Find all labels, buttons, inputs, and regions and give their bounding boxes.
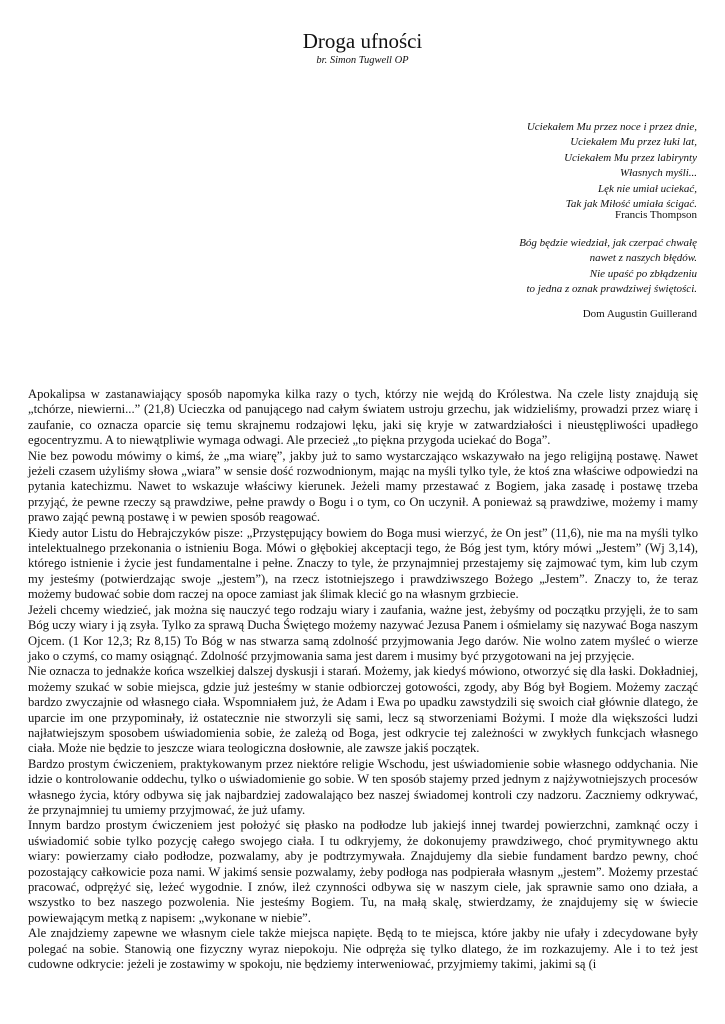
paragraph: Kiedy autor Listu do Hebrajczyków pisze: „Przystępujący bowiem do Boga musi wierzyć, że On jest” (11,6), nie ma na myśli tylko intelektualnego przekonania o istnieniu Boga. Mówi o głębokiej akceptacji tego, że Bóg jest tym, który mówi „Jestem” (Wj 3,14), którego istnienie i życie jest fundamentalne i pełne. Znaczy to tyle, że przynajmniej przestajemy się zajmować tym, kim lub czym my jesteśmy (potwierdzając swoje „jestem”), na rzecz istotniejszego i prawdziwszego Bożego „Jestem”. Znaczy to, że teraz możemy budować sobie dom raczej na opoce zamiast jak ślimak klecić go na własnym grzbiecie. (28, 525, 698, 602)
epigraph-attribution-2: Dom Augustin Guillerand (582, 308, 697, 320)
paragraph: Ale znajdziemy zapewne we własnym ciele także miejsca napięte. Będą to te miejsca, które jakby nie ufały i zdecydowane były polegać na sobie. Stanowią one fizyczny wyraz niepokoju. Nie odpręża się tylko dlatego, że im rozkazujemy. Ale i to też jest cudowne odkrycie: jeżeli je zostawimy w spokoju, nie będziemy interweniować, przyjmiemy takimi, jakimi są (i (28, 926, 698, 972)
epigraph-line: to jedna z oznak prawdziwej świętości. (526, 283, 697, 296)
epigraph-line: nawet z naszych błędów. (589, 252, 697, 265)
paragraph: Bardzo prostym ćwiczeniem, praktykowanym przez niektóre religie Wschodu, jest uświadomienie sobie własnego oddychania. Nie idzie o kontrolowanie oddechu, tylko o uświadomienie go sobie. W ten sposób stajemy przed jednym z najżywotniejszych procesów własnego życia, który odbywa się jak najbardziej zadowalająco bez naszej świadomej kontroli czy nadzoru. Zaczniemy odkrywać, że przynajmniej tu umiemy przyjmować, że już ufamy. (28, 756, 698, 817)
epigraph-poem-2 (519, 236, 697, 298)
epigraph-line: Uciekałem Mu przez łuki lat, (570, 136, 697, 149)
paragraph: Jeżeli chcemy wiedzieć, jak można się nauczyć tego rodzaju wiary i zaufania, ważne jest, żebyśmy od początku przyjęli, że to sam Bóg uczy wiary i ją zsyła. Tylko za sprawą Ducha Świętego możemy nazywać Jezusa Panem i ośmielamy się nazywać Boga naszym Ojcem. (1 Kor 12,3; Rz 8,15) To Bóg w nas stwarza samą zdolność przyjmowania Jego darów. Nie wolno zatem myśleć o wierze jako o czymś, co mamy osiągnąć. Zdolność przyjmowania sama jest darem i musimy być przygotowani na jej przyjęcie. (28, 602, 698, 663)
epigraph-line: Nie upaść po zbłądzeniu (589, 267, 697, 280)
paragraph: Nie oznacza to jednakże końca wszelkiej dalszej dyskusji i starań. Możemy, jak kiedyś mówiono, otworzyć się dla łaski. Dokładniej, możemy szukać w sobie miejsca, gdzie już jesteśmy w stanie odbiorczej gotowości, zgody, aby Bóg był Bogiem. Możemy zacząć bardzo zwyczajnie od własnego ciała. Wspomniałem już, że Adam i Ewa po upadku zawstydzili się swoich ciał głównie dlatego, że uparcie im one przypominały, iż ostatecznie nie stworzyli się sami, lecz są stworzeniami Bożymi. I może dla większości ludzi najłatwiejszym sposobem uświadomienia sobie, że zależą od Boga, jest odkrycie tej zależności w zwykłych funkcjach własnego ciała. Może nie będzie to jeszcze wiara teologiczna dosłownie, ale zawsze jakiś początek. (28, 664, 698, 756)
epigraph-attribution-1: Francis Thompson (615, 209, 697, 221)
epigraph-line: Lęk nie umiał uciekać, (598, 182, 697, 195)
paragraph: Apokalipsa w zastanawiający sposób napomyka kilka razy o tych, którzy nie wejdą do Królestwa. Na czele listy znajdują się „tchórze, niewierni...” (21,8) Ucieczka od panującego nad całym światem ustroju grzechu, jak widzieliśmy, prowadzi przez wiarę i zaufanie, co oznacza oparcie się temu skrajnemu rodzajowi lęku, jaki się kryje w zatwardziałości i nieustępliwości upadłego egocentryzmu. A to niewątpliwie wymaga odwagi. Ale przecież „to piękna przygoda uciekać do Boga”. (28, 387, 698, 448)
paragraph: Nie bez powodu mówimy o kimś, że „ma wiarę”, jakby już to samo wystarczająco wskazywało na jego religijną postawę. Nawet jeżeli czasem użyliśmy słowa „wiara” w sensie dość rozwodnionym, mając na myśli tylko tyle, że ktoś zna właściwe odpowiedzi na pytania katechizmu. Nawet to wskazuje właściwy kierunek. Jeżeli mamy przestawać z Bogiem, jaka zasadę i postawę trzeba przyjąć, że pewne rzeczy są prawdziwe, pełne prawdy o Bogu i o tym, co On uczynił. A ponieważ są prawdziwe, możemy i mamy prawo zająć pewną postawę i w pewien sposób reagować. (28, 448, 698, 525)
document-author: br. Simon Tugwell OP (316, 55, 409, 66)
epigraph-line: Bóg będzie wiedział, jak czerpać chwałę (519, 237, 697, 249)
epigraph-line: Tak jak Miłość umiała ścigać. (565, 198, 697, 211)
epigraph-poem-1 (527, 120, 697, 212)
body-text (28, 387, 698, 972)
epigraph-line: Własnych myśli... (620, 167, 697, 180)
epigraph-line: Uciekałem Mu przez labirynty (564, 151, 697, 164)
document-title: Droga ufności (302, 29, 423, 53)
epigraph-line: Uciekałem Mu przez noce i przez dnie, (526, 121, 697, 133)
paragraph: Innym bardzo prostym ćwiczeniem jest położyć się płasko na podłodze lub jakiejś innej twardej powierzchni, zamknąć oczy i uświadomić sobie tylko pozycję całego swojego ciała. I tu odkryjemy, że dokonujemy prawdziwego, choć prymitywnego aktu wiary: powierzamy ciało podłodze, pozwalamy, aby je podtrzymywała. Znajdujemy dla siebie fundament bardzo pewny, choć pozostający całkowicie poza nami. W jakimś sensie pozwalamy, żeby podłoga nas podpierała własnym „jestem”. Możemy przestać pracować, odprężyć się, leżeć wygodnie. I znów, ileż czynności odbywa się w naszym ciele, jak sprawnie samo ono działa, a wszystko to bez naszego pozwolenia. Nie jesteśmy Bogiem. Tu, na małą skalę, stwierdzamy, że znajdujemy się w świecie powiewającym metką z napisem: „wykonane w niebie”. (28, 818, 698, 925)
